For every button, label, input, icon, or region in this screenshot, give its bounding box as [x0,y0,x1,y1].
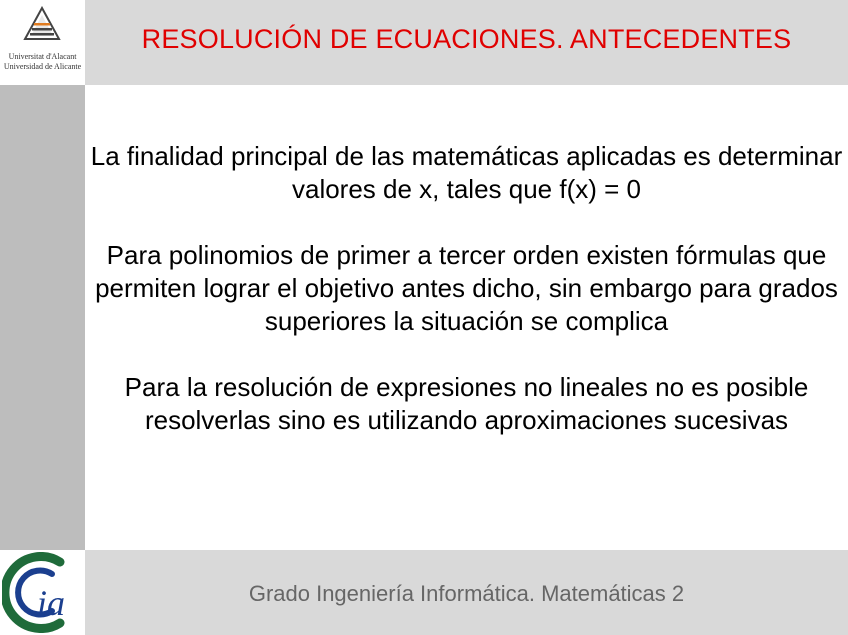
slide-body [85,140,848,470]
cia-logo-icon [2,552,84,633]
logo-text-line2: Universidad de Alicante [3,62,82,71]
header-band [0,0,848,85]
paragraph-3: Para la resolución de expresiones no lineales no es posible resolverlas sino es utilizando aproximaciones sucesivas [124,372,809,435]
left-sidebar-decoration [0,85,85,550]
university-logo-icon [23,6,61,42]
university-logo [0,0,85,85]
cia-logo [0,550,85,635]
footer-band [0,550,848,635]
paragraph-1: La finalidad principal de las matemáticas aplicadas es determinar valores de x, tales que f(x) = 0 [90,141,843,204]
paragraph-2: Para polinomios de primer a tercer orden existen fórmulas que permiten lograr el objetivo antes dicho, sin embargo para grados superiores la situación se complica [95,240,838,336]
cia-logo-text: ia [37,583,66,623]
logo-text-line1: Universitat d'Alacant [8,52,77,61]
slide-title: RESOLUCIÓN DE ECUACIONES. ANTECEDENTES [141,24,792,54]
footer-course-label: Grado Ingeniería Informática. Matemáticas 2 [248,581,685,606]
